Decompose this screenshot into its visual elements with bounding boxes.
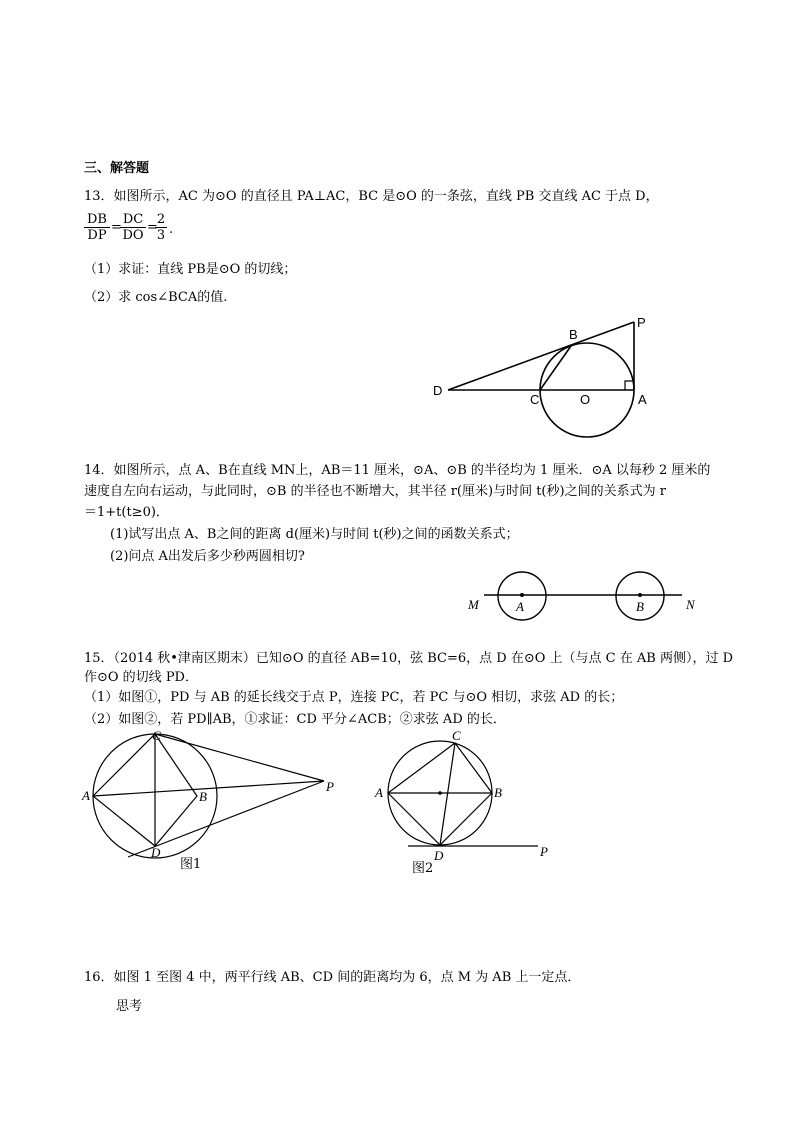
label-d: D — [151, 845, 161, 860]
label-p: P — [637, 315, 646, 330]
label-c: C — [530, 392, 540, 407]
q14-line1: 14．如图所示，点 A、B在直线 MN上，AB＝11 厘米，⊙A、⊙B 的半径均为 1 厘米．⊙A 以每秒 2 厘米的 — [84, 463, 711, 478]
q14-part2: (2)问点 A出发后多少秒两圆相切? — [110, 549, 305, 564]
period: . — [169, 222, 174, 237]
q13-figure — [448, 322, 634, 437]
q13-part2: （2）求 cos∠BCA的值. — [84, 290, 228, 305]
label-d: D — [433, 383, 443, 398]
q15-line2: 作⊙O 的切线 PD． — [84, 670, 198, 685]
q14-figure — [484, 572, 682, 620]
fraction-numerator: 2 — [156, 212, 166, 227]
chord-cd — [440, 743, 455, 845]
label-c: C — [152, 728, 161, 743]
point-a — [520, 593, 524, 597]
fraction-numerator: DB — [84, 212, 110, 228]
q14-line2: 速度自左向右运动，与此同时，⊙B 的半径也不断增大，其半径 r(厘米)与时间 t(秒)之间的关系式为 r — [84, 484, 666, 499]
fig2-caption: 图2 — [412, 861, 434, 876]
q16-line1: 16．如图 1 至图 4 中，两平行线 AB、CD 间的距离均为 6，点 M 为 AB 上一定点． — [84, 970, 581, 985]
label-b: B — [199, 789, 207, 804]
q13-part1: （1）求证：直线 PB是⊙O 的切线； — [84, 262, 297, 277]
section-heading: 三、解答题 — [84, 161, 150, 176]
fig1-caption: 图1 — [180, 857, 202, 872]
label-a: A — [82, 788, 90, 803]
q14-part1: (1)试写出点 A、B之间的距离 d(厘米)与时间 t(秒)之间的函数关系式； — [110, 527, 519, 542]
label-a: A — [375, 785, 383, 800]
label-m: M — [468, 597, 479, 612]
center-o — [438, 791, 442, 795]
equals-sign: = — [147, 220, 158, 235]
q15-line1: 15．（2014 秋•津南区期末）已知⊙O 的直径 AB=10，弦 BC=6，点 D 在⊙O 上（与点 C 在 AB 两侧），过 D — [84, 651, 733, 666]
q13-line1: 13．如图所示，AC 为⊙O 的直径且 PA⊥AC，BC 是⊙O 的一条弦，直线 PB 交直线 AC 于点 D， — [84, 189, 659, 204]
q16-line2: 思考 — [116, 999, 143, 1014]
label-a: A — [516, 599, 524, 614]
label-p: P — [540, 844, 548, 859]
q15-part2: （2）如图②，若 PD∥AB，①求证：CD 平分∠ACB；②求弦 AD 的长． — [84, 712, 506, 727]
line-ap — [93, 781, 324, 796]
label-b: B — [636, 599, 644, 614]
line-cp — [155, 734, 324, 781]
label-d: D — [434, 848, 444, 863]
label-o: O — [580, 392, 591, 407]
label-b: B — [569, 327, 578, 342]
fraction-denominator: DP — [87, 228, 107, 243]
label-n: N — [686, 597, 695, 612]
label-b: B — [494, 785, 502, 800]
fraction-denominator: 3 — [156, 228, 166, 243]
q15-figure1 — [93, 734, 324, 858]
q14-line3: ＝1+t(t≥0)． — [84, 505, 169, 520]
q15-figure2 — [388, 741, 538, 846]
label-a: A — [638, 392, 647, 407]
fraction-denominator: DO — [122, 228, 144, 243]
point-b — [638, 593, 642, 597]
label-p: P — [326, 779, 334, 794]
label-c: C — [452, 728, 461, 743]
equals-sign: = — [111, 220, 122, 235]
fraction-numerator: DC — [120, 212, 146, 228]
q15-part1: （1）如图①，PD 与 AB 的延长线交于点 P，连接 PC，若 PC 与⊙O 相切，求弦 AD 的长； — [84, 690, 624, 705]
